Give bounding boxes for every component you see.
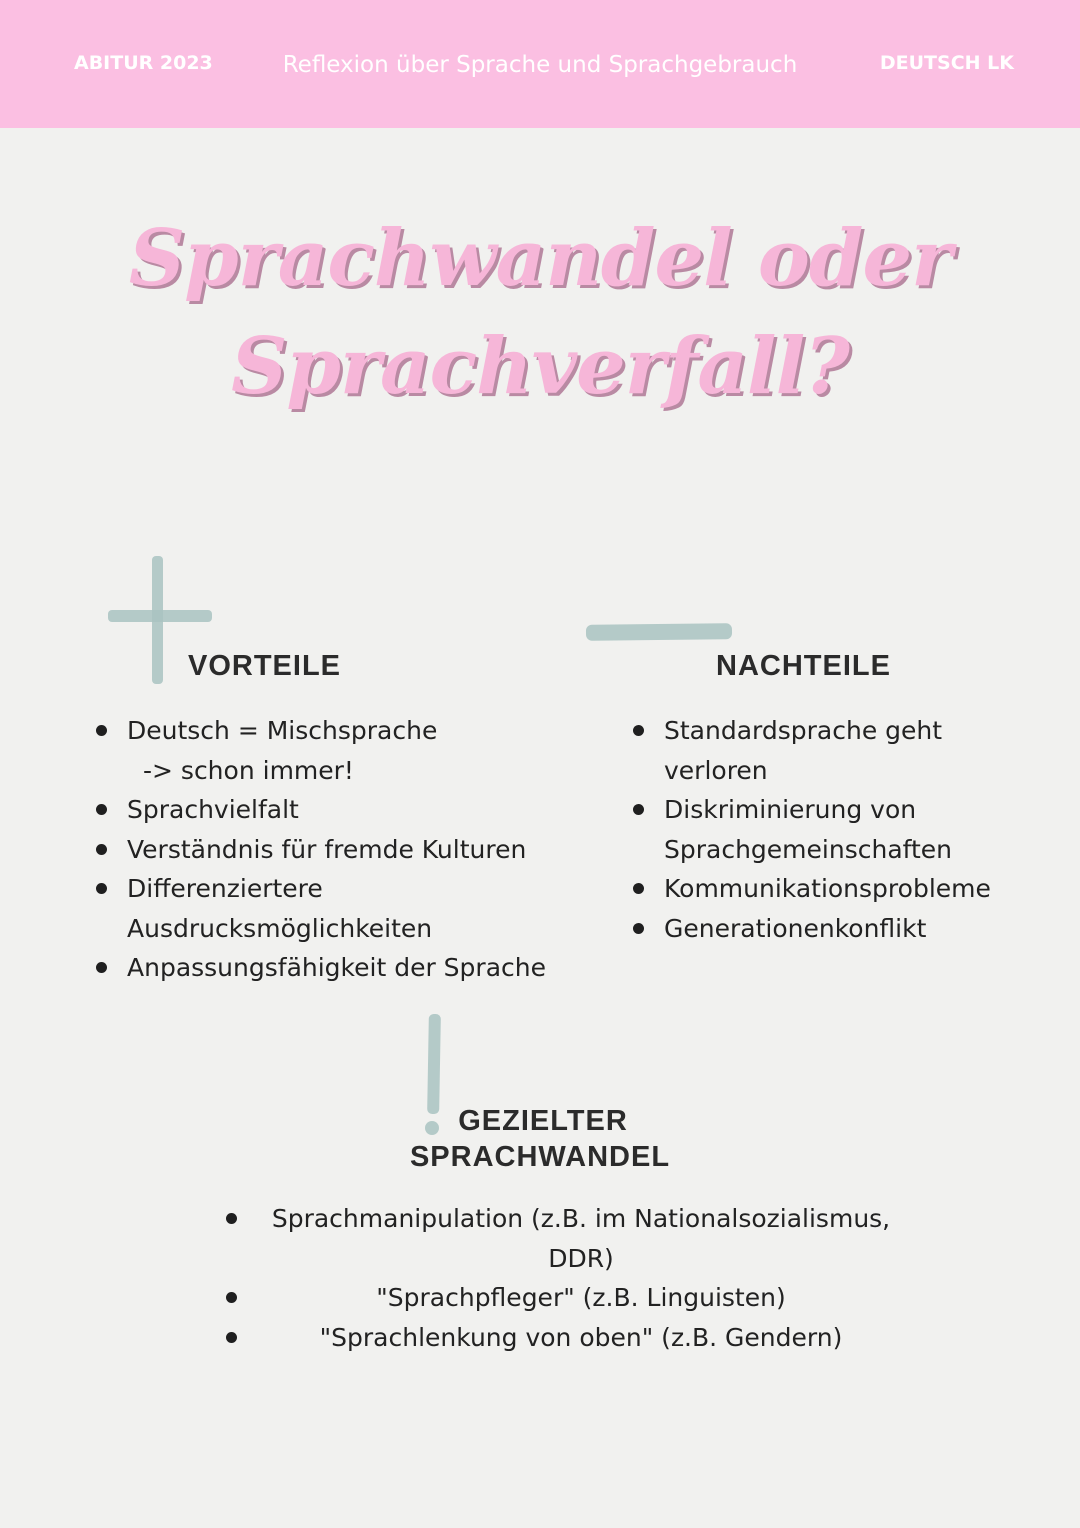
bullet-icon (226, 1332, 237, 1343)
list-item-continuation: Ausdrucksmöglichkeiten (127, 913, 433, 943)
list-item-continuation: Sprachgemeinschaften (664, 834, 953, 864)
page-title (0, 205, 1080, 421)
list-item: Anpassungsfähigkeit der Sprache (96, 948, 556, 988)
list-item-continuation: DDR) (548, 1243, 614, 1273)
targeted-heading-line-2: SPRACHWANDEL (409, 1141, 671, 1173)
bullet-icon (633, 804, 644, 815)
list-item: Deutsch = Mischsprache (96, 711, 556, 751)
bullet-icon (96, 844, 107, 855)
bullet-icon (96, 725, 107, 736)
list-item: Sprachmanipulation (z.B. im Nationalsozialismus, (226, 1199, 906, 1239)
bullet-icon (96, 804, 107, 815)
list-item: Verständnis für fremde Kulturen (96, 830, 556, 870)
header-topic: Reflexion über Sprache und Sprachgebrauch (282, 52, 798, 78)
title-line-2: Sprachverfall? (231, 321, 849, 412)
list-item: Sprachvielfalt (96, 790, 556, 830)
list-item: Differenziertere (96, 869, 556, 909)
bullet-icon (96, 962, 107, 973)
header-subject: DEUTSCH LK (879, 52, 1014, 74)
minus-brush-icon (586, 623, 732, 641)
cons-list (633, 711, 1053, 948)
bullet-icon (633, 923, 644, 934)
bullet-icon (633, 883, 644, 894)
list-item-continuation: -> schon immer! (143, 755, 354, 785)
bullet-icon (96, 883, 107, 894)
list-item: Generationenkonflikt (633, 909, 1053, 949)
targeted-list (226, 1199, 906, 1357)
bullet-icon (226, 1292, 237, 1303)
pros-heading: VORTEILE (188, 650, 342, 682)
list-item: "Sprachlenkung von oben" (z.B. Gendern) (226, 1318, 906, 1358)
list-item-continuation: verloren (664, 755, 768, 785)
targeted-heading-line-1: GEZIELTER (458, 1105, 628, 1137)
cons-heading: NACHTEILE (716, 650, 891, 682)
bullet-icon (633, 725, 644, 736)
targeted-heading (0, 1103, 1080, 1175)
list-item: "Sprachpfleger" (z.B. Linguisten) (226, 1278, 906, 1318)
list-item: Diskriminierung von (633, 790, 1053, 830)
header-bar (0, 0, 1080, 128)
header-exam-label: ABITUR 2023 (74, 52, 213, 74)
bullet-icon (226, 1213, 237, 1224)
title-line-1: Sprachwandel oder (128, 213, 952, 304)
pros-list (96, 711, 556, 988)
list-item: Kommunikationsprobleme (633, 869, 1053, 909)
list-item: Standardsprache geht (633, 711, 1053, 751)
